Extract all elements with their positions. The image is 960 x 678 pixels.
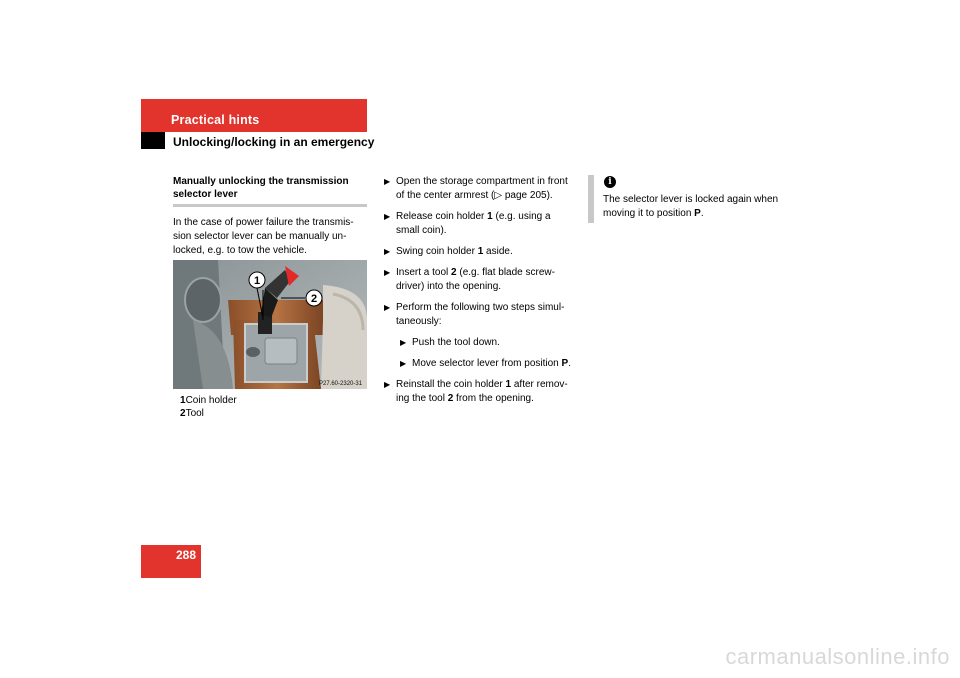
step-item: ▶ Perform the following two steps simul-taneously: [384, 302, 565, 327]
step-item: ▶ Insert a tool 2 (e.g. flat blade screw-driver) into the opening. [384, 267, 555, 292]
figure-caption [180, 394, 237, 420]
bullet-arrow-icon: ▶ [384, 212, 391, 221]
page-number-tab [141, 545, 201, 578]
bullet-arrow-icon: ▶ [384, 268, 391, 277]
section-title: Practical hints [171, 113, 260, 127]
page-number: 288 [175, 548, 196, 562]
bullet-arrow-icon: ▶ [384, 177, 391, 186]
caption-item: 2Tool [180, 408, 204, 419]
page-subtitle: Unlocking/locking in an emergency [173, 135, 375, 149]
page-ref-arrow-icon: ▷ [494, 190, 503, 201]
step-item: ▶ Swing coin holder 1 aside. [384, 246, 513, 257]
info-sidebar-bar [588, 175, 594, 223]
section-heading: Manually unlocking the transmission selector lever [173, 175, 367, 207]
step-item: ▶ Open the storage compartment in front of the center armrest (▷ page 205). [384, 176, 568, 201]
site-watermark: carmanualsonline.info [725, 644, 950, 669]
figure-code: P27.60-2320-31 [319, 381, 363, 387]
header-marker [141, 132, 165, 149]
bullet-arrow-icon: ▶ [400, 359, 407, 368]
info-icon: i [604, 176, 616, 188]
console-illustration [173, 260, 367, 389]
figure-callout-1: 1 [253, 275, 261, 287]
intro-paragraph: In the case of power failure the transmis-sion selector lever can be manually un-locked, e.g. to tow the vehicle. [173, 217, 354, 256]
substep-item: ▶ Push the tool down. [400, 337, 500, 348]
substep-item: ▶ Move selector lever from position P. [400, 358, 571, 369]
step-item: ▶ Reinstall the coin holder 1 after remov-ing the tool 2 from the opening. [384, 379, 568, 404]
step-item: ▶ Release coin holder 1 (e.g. using a small coin). [384, 211, 551, 236]
left-column [173, 175, 367, 258]
bullet-arrow-icon: ▶ [384, 303, 391, 312]
figure-callout-2: 2 [310, 293, 318, 305]
bullet-arrow-icon: ▶ [400, 338, 407, 347]
bullet-arrow-icon: ▶ [384, 380, 391, 389]
bullet-arrow-icon: ▶ [384, 247, 391, 256]
instruction-steps [384, 175, 576, 413]
info-note: The selector lever is locked again when moving it to position P. [603, 194, 779, 219]
section-header [141, 99, 367, 132]
selector-lever-photo [173, 260, 367, 389]
caption-item: 1Coin holder [180, 395, 237, 406]
